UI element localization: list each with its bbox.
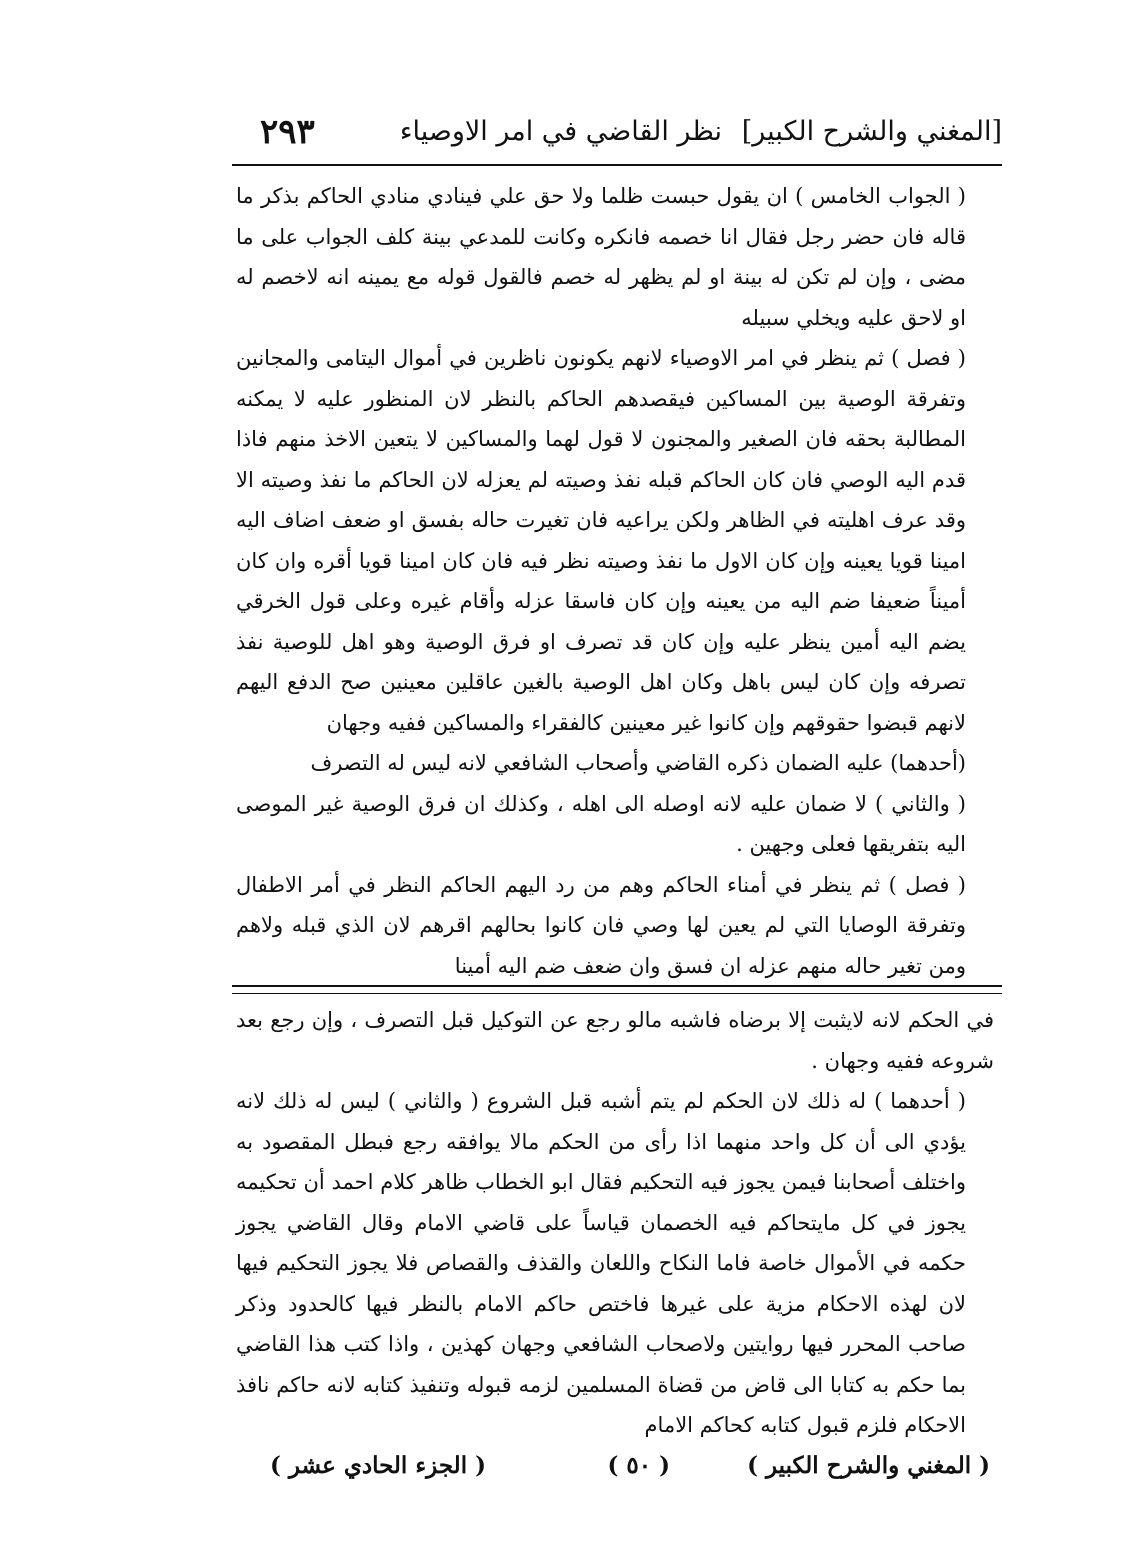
book-title: [المغني والشرح الكبير]: [741, 116, 1002, 147]
header-rule: [232, 164, 1002, 166]
divider-rule-thin: [232, 993, 1002, 994]
page-footer: [270, 1452, 990, 1492]
page-number: ٢٩٣: [260, 112, 315, 152]
paragraph-trustees-section: ( فصل ) ثم ينظر في أمناء الحاكم وهم من رد اليهم الحاكم النظر في أمر الاطفال وتفرقة الوصايا التي لم يعين لها وصي فان كانوا بحالهم اقرهم لان الذي قبله ولاهم ومن تغير حاله منهم عزله ان فسق وان ضعف ضم اليه أمينا: [236, 872, 966, 978]
section-title: نظر القاضي في امر الاوصياء: [399, 116, 722, 147]
commentary-text: [236, 1000, 994, 1446]
paragraph-first-opinion: (أحدهما) عليه الضمان ذكره القاضي وأصحاب الشافعي لانه ليس له التصرف: [310, 751, 966, 775]
paragraph-guardians-section: ( فصل ) ثم ينظر في امر الاوصياء لانهم يكونون ناظرين في أموال اليتامى والمجانين وتفرقة الوصية بين المساكين فيقصدهم الحاكم بالنظر لان المنظور عليه لا يمكنه المطالبة بحقه فان الصغير والمجنون لا قول لهما والمساكين لا يتعين الاخذ منهم فاذا قدم اليه الوصي فان كان الحاكم قبله نفذ وصيته لم يعزله لان الحاكم ما نفذ وصيته الا وقد عرف اهليته في الظاهر ولكن يراعيه فان تغيرت حاله بفسق او ضعف اضاف اليه امينا قويا يعينه وإن كان الاول ما نفذ وصيته نظر فيه فان كان امينا قويا أقره وان كان أميناً ضعيفا ضم اليه من يعينه وإن كان فاسقا عزله وأقام غيره وعلى قول الخرقي يضم اليه أمين ينظر عليه وإن كان قد تصرف او فرق الوصية وهو اهل للوصية نفذ تصرفه وإن كان ليس باهل وكان اهل الوصية بالغين عاقلين معينين صح الدفع اليهم لانهم قبضوا حقوقهم وإن كانوا غير معينين كالفقراء والمساكين ففيه وجهان: [236, 346, 966, 735]
paragraph-second-opinion: ( والثاني ) لا ضمان عليه لانه اوصله الى اهله ، وكذلك ان فرق الوصية غير الموصى اليه بتفريقها فعلى وجهين .: [236, 791, 966, 856]
divider-rule: [232, 985, 1002, 987]
footer-part: ( الجزء الحادي عشر ): [270, 1452, 486, 1479]
footer-book: ( المغني والشرح الكبير ): [747, 1452, 990, 1479]
footer-number: ( ٥٠ ): [607, 1452, 670, 1479]
paragraph-commentary-1: في الحكم لانه لايثبت إلا برضاه فاشبه مالو رجع عن التوكيل قبل التصرف ، وإن رجع بعد شروعه ففيه وجهان .: [236, 1008, 994, 1073]
page-header: [232, 112, 1002, 162]
paragraph-commentary-2: ( أحدهما ) له ذلك لان الحكم لم يتم أشبه قبل الشروع ( والثاني ) ليس له ذلك لانه يؤدي الى أن كل واحد منهما اذا رأى من الحكم مالا يوافقه رجع فبطل المقصود به واختلف أصحابنا فيمن يجوز فيه التحكيم فقال ابو الخطاب ظاهر كلام احمد أن تحكيمه يجوز في كل مايتحاكم فيه الخصمان قياساً على قاضي الامام وقال القاضي يجوز حكمه في الأموال خاصة فاما النكاح واللعان والقذف والقصاص فلا يجوز التحكيم فيها لان لهذه الاحكام مزية على غيرها فاختص حاكم الامام بالنظر فيها كالحدود وذكر صاحب المحرر فيها روايتين ولاصحاب الشافعي وجهان كهذين ، واذا كتب هذا القاضي بما حكم به كتابا الى قاض من قضاة المسلمين لزمه قبوله وتنفيذ كتابه لانه حاكم نافذ الاحكام فلزم قبول كتابه كحاكم الامام: [236, 1089, 966, 1437]
paragraph-fifth-answer: ( الجواب الخامس ) ان يقول حبست ظلما ولا حق علي فينادي منادي الحاكم بذكر ما قاله فان حضر رجل فقال انا خصمه فانكره وكانت للمدعي بينة كلف الجواب على ما مضى ، وإن لم تكن له بينة او لم يظهر له خصم فالقول قوله مع يمينه انه لاخصم له او لاحق عليه ويخلي سبيله: [236, 184, 966, 330]
main-text: [236, 176, 994, 986]
